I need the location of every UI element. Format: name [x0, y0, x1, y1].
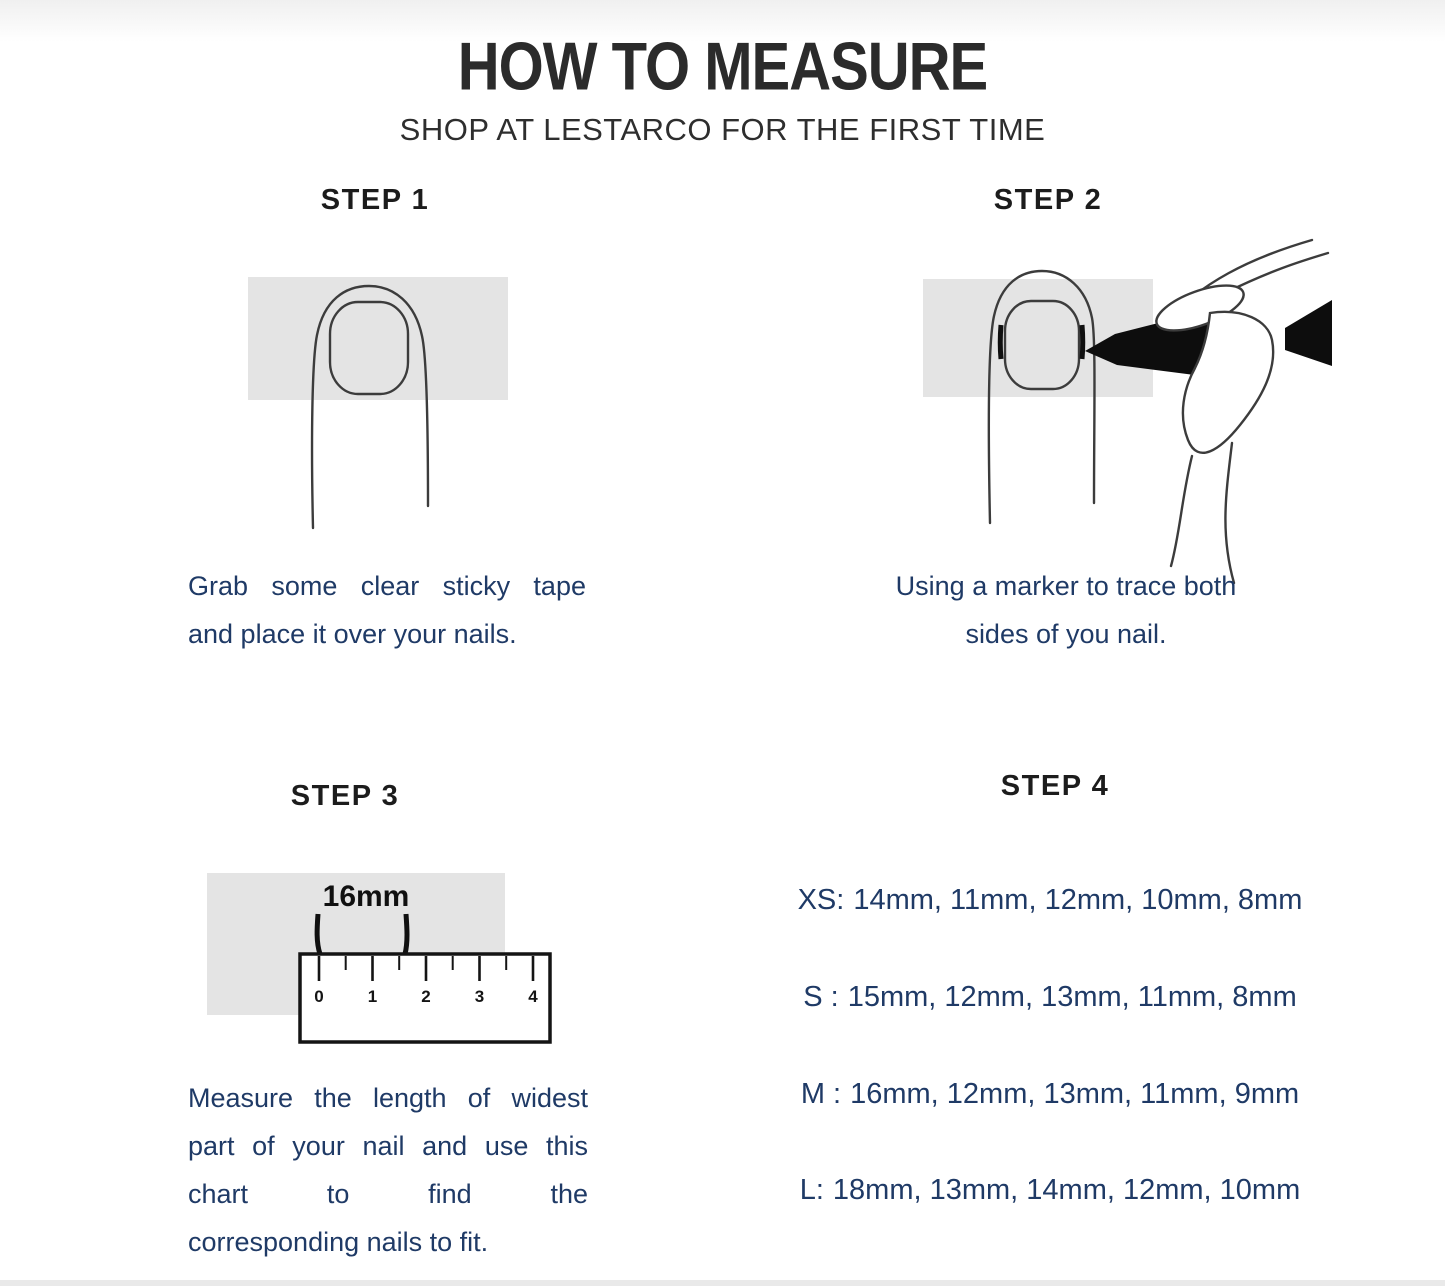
caption-line: corresponding nails to fit.: [188, 1227, 489, 1257]
tape-rect: [248, 277, 508, 400]
step1-caption: [188, 562, 586, 658]
step1-heading: STEP 1: [320, 184, 430, 216]
step2-caption: [868, 562, 1264, 658]
ruler-number-4: 4: [528, 987, 538, 1006]
caption-line: Measure the length of widest: [188, 1083, 588, 1113]
hand-lower-line-2: [1171, 456, 1192, 566]
size-label: M :: [800, 1078, 842, 1110]
size-row-s: [770, 981, 1330, 1014]
size-values: 14mm, 11mm, 12mm, 10mm, 8mm: [853, 884, 1303, 916]
trace-mark-right: [405, 914, 407, 954]
size-values: 18mm, 13mm, 14mm, 12mm, 10mm: [832, 1174, 1301, 1206]
measurement-label: 16mm: [322, 880, 410, 913]
ruler-number-3: 3: [474, 987, 485, 1006]
size-label: S :: [803, 981, 839, 1013]
caption-line: and place it over your nails.: [188, 619, 517, 649]
bottom-divider: [0, 1280, 1445, 1286]
step2-marker-tracing-illustration: [880, 238, 1340, 588]
size-values: 15mm, 12mm, 13mm, 11mm, 8mm: [847, 981, 1297, 1013]
step4-heading: STEP 4: [1000, 770, 1110, 802]
size-row-m: [770, 1078, 1330, 1111]
step2-heading: STEP 2: [993, 184, 1103, 216]
step3-heading: STEP 3: [290, 780, 400, 812]
trace-mark-left: [317, 914, 320, 954]
marker-cap: [1285, 300, 1332, 366]
trace-mark-left: [1000, 325, 1001, 359]
page-title: HOW TO MEASURE: [457, 29, 988, 105]
size-values: 16mm, 12mm, 13mm, 11mm, 9mm: [850, 1078, 1300, 1110]
ruler-number-0: 0: [314, 987, 324, 1006]
caption-line: part of your nail and use this: [188, 1131, 588, 1161]
ruler-number-1: 1: [367, 987, 378, 1006]
size-row-xs: [770, 884, 1330, 917]
step1-finger-tape-illustration: [170, 250, 620, 580]
page-subtitle: SHOP AT LESTARCO FOR THE FIRST TIME: [399, 112, 1046, 147]
caption-line: sides of you nail.: [965, 619, 1167, 649]
caption-line: Grab some clear sticky tape: [188, 571, 586, 601]
ruler-number-2: 2: [421, 987, 431, 1006]
caption-line: Using a marker to trace both: [895, 571, 1237, 601]
trace-mark-right: [1082, 325, 1083, 359]
size-row-l: [770, 1174, 1330, 1207]
step3-ruler-illustration: [170, 850, 620, 1070]
step3-caption: [188, 1074, 588, 1266]
size-label: XS:: [797, 884, 845, 916]
caption-line: chart to find the: [188, 1179, 588, 1209]
hand-top-finger-line-2: [1225, 253, 1328, 293]
size-label: L:: [799, 1174, 824, 1206]
